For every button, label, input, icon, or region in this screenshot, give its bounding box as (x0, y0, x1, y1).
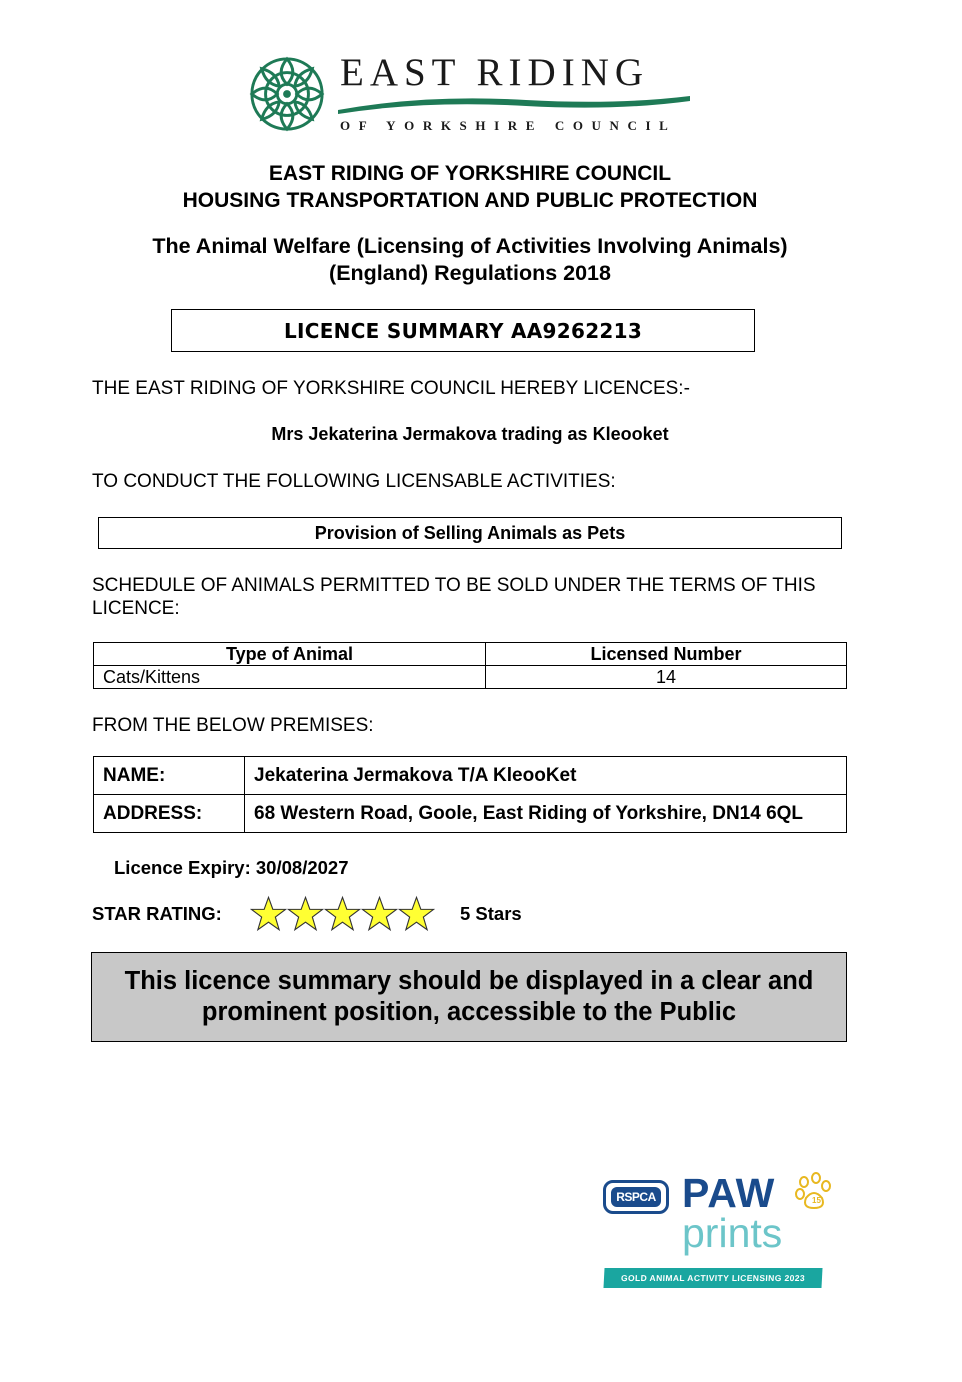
table-header-row (94, 643, 847, 666)
name-value: Jekaterina Jermakova T/A KleooKet (245, 757, 847, 795)
star-rating-stars (250, 894, 436, 936)
hereby-text: THE EAST RIDING OF YORKSHIRE COUNCIL HEREBY LICENCES:- (92, 378, 690, 399)
table-row (94, 666, 847, 689)
council-rose-logo-icon (248, 55, 326, 133)
licence-summary-title: LICENCE SUMMARY AA9262213 (171, 309, 755, 352)
schedule-intro: SCHEDULE OF ANIMALS PERMITTED TO BE SOLD UNDER THE TERMS OF THIS LICENCE: (92, 575, 816, 619)
paw-text: PAW (682, 1170, 776, 1216)
animal-schedule-table (93, 642, 847, 689)
animal-type-cell: Cats/Kittens (94, 666, 486, 689)
star-rating-text: 5 Stars (460, 903, 522, 924)
gold-licensing-banner: GOLD ANIMAL ACTIVITY LICENSING 2023 (603, 1268, 822, 1288)
logo-swoosh-icon (336, 92, 692, 114)
regulation-line-1: The Animal Welfare (Licensing of Activities Involving Animals) (152, 234, 788, 258)
header-licensed-number: Licensed Number (486, 643, 847, 666)
notice-line-2: prominent position, accessible to the Public (201, 998, 737, 1026)
prints-text: prints (682, 1210, 783, 1256)
premises-table (93, 756, 847, 833)
licensed-number-cell: 14 (486, 666, 847, 689)
star-icon (287, 894, 324, 934)
licence-expiry: Licence Expiry: 30/08/2027 (114, 857, 349, 878)
star-rating-label: STAR RATING: (92, 903, 222, 924)
address-value: 68 Western Road, Goole, East Riding of Yorkshire, DN14 6QL (245, 795, 847, 833)
display-notice (91, 952, 847, 1042)
council-line-2: HOUSING TRANSPORTATION AND PUBLIC PROTECTION (182, 189, 758, 212)
years-badge-text: 15 (812, 1196, 821, 1205)
premises-address-row (94, 795, 847, 833)
licensee-name: Mrs Jekaterina Jermakova trading as Kleooket (271, 424, 669, 444)
regulation-heading (0, 233, 940, 287)
name-label: NAME: (94, 757, 245, 795)
address-label: ADDRESS: (94, 795, 245, 833)
activities-intro: TO CONDUCT THE FOLLOWING LICENSABLE ACTIVITIES: (92, 471, 616, 492)
logo-subtitle: OF YORKSHIRE COUNCIL (340, 118, 677, 133)
premises-intro: FROM THE BELOW PREMISES: (92, 715, 374, 736)
licensed-activity: Provision of Selling Animals as Pets (98, 517, 842, 549)
council-line-1: EAST RIDING OF YORKSHIRE COUNCIL (268, 162, 672, 185)
paw-print-icon (792, 1172, 834, 1214)
premises-name-row (94, 757, 847, 795)
star-icon (250, 894, 287, 934)
star-icon (398, 894, 435, 934)
star-icon (361, 894, 398, 934)
rspca-text: RSPCA (611, 1187, 661, 1207)
header-type-of-animal: Type of Animal (94, 643, 486, 666)
star-icon (324, 894, 361, 934)
notice-line-1: This licence summary should be displayed in a clear and (124, 967, 814, 995)
rspca-logo (603, 1180, 669, 1214)
council-heading (0, 160, 940, 214)
logo-title: EAST RIDING (340, 51, 650, 94)
regulation-line-2: (England) Regulations 2018 (329, 261, 611, 285)
